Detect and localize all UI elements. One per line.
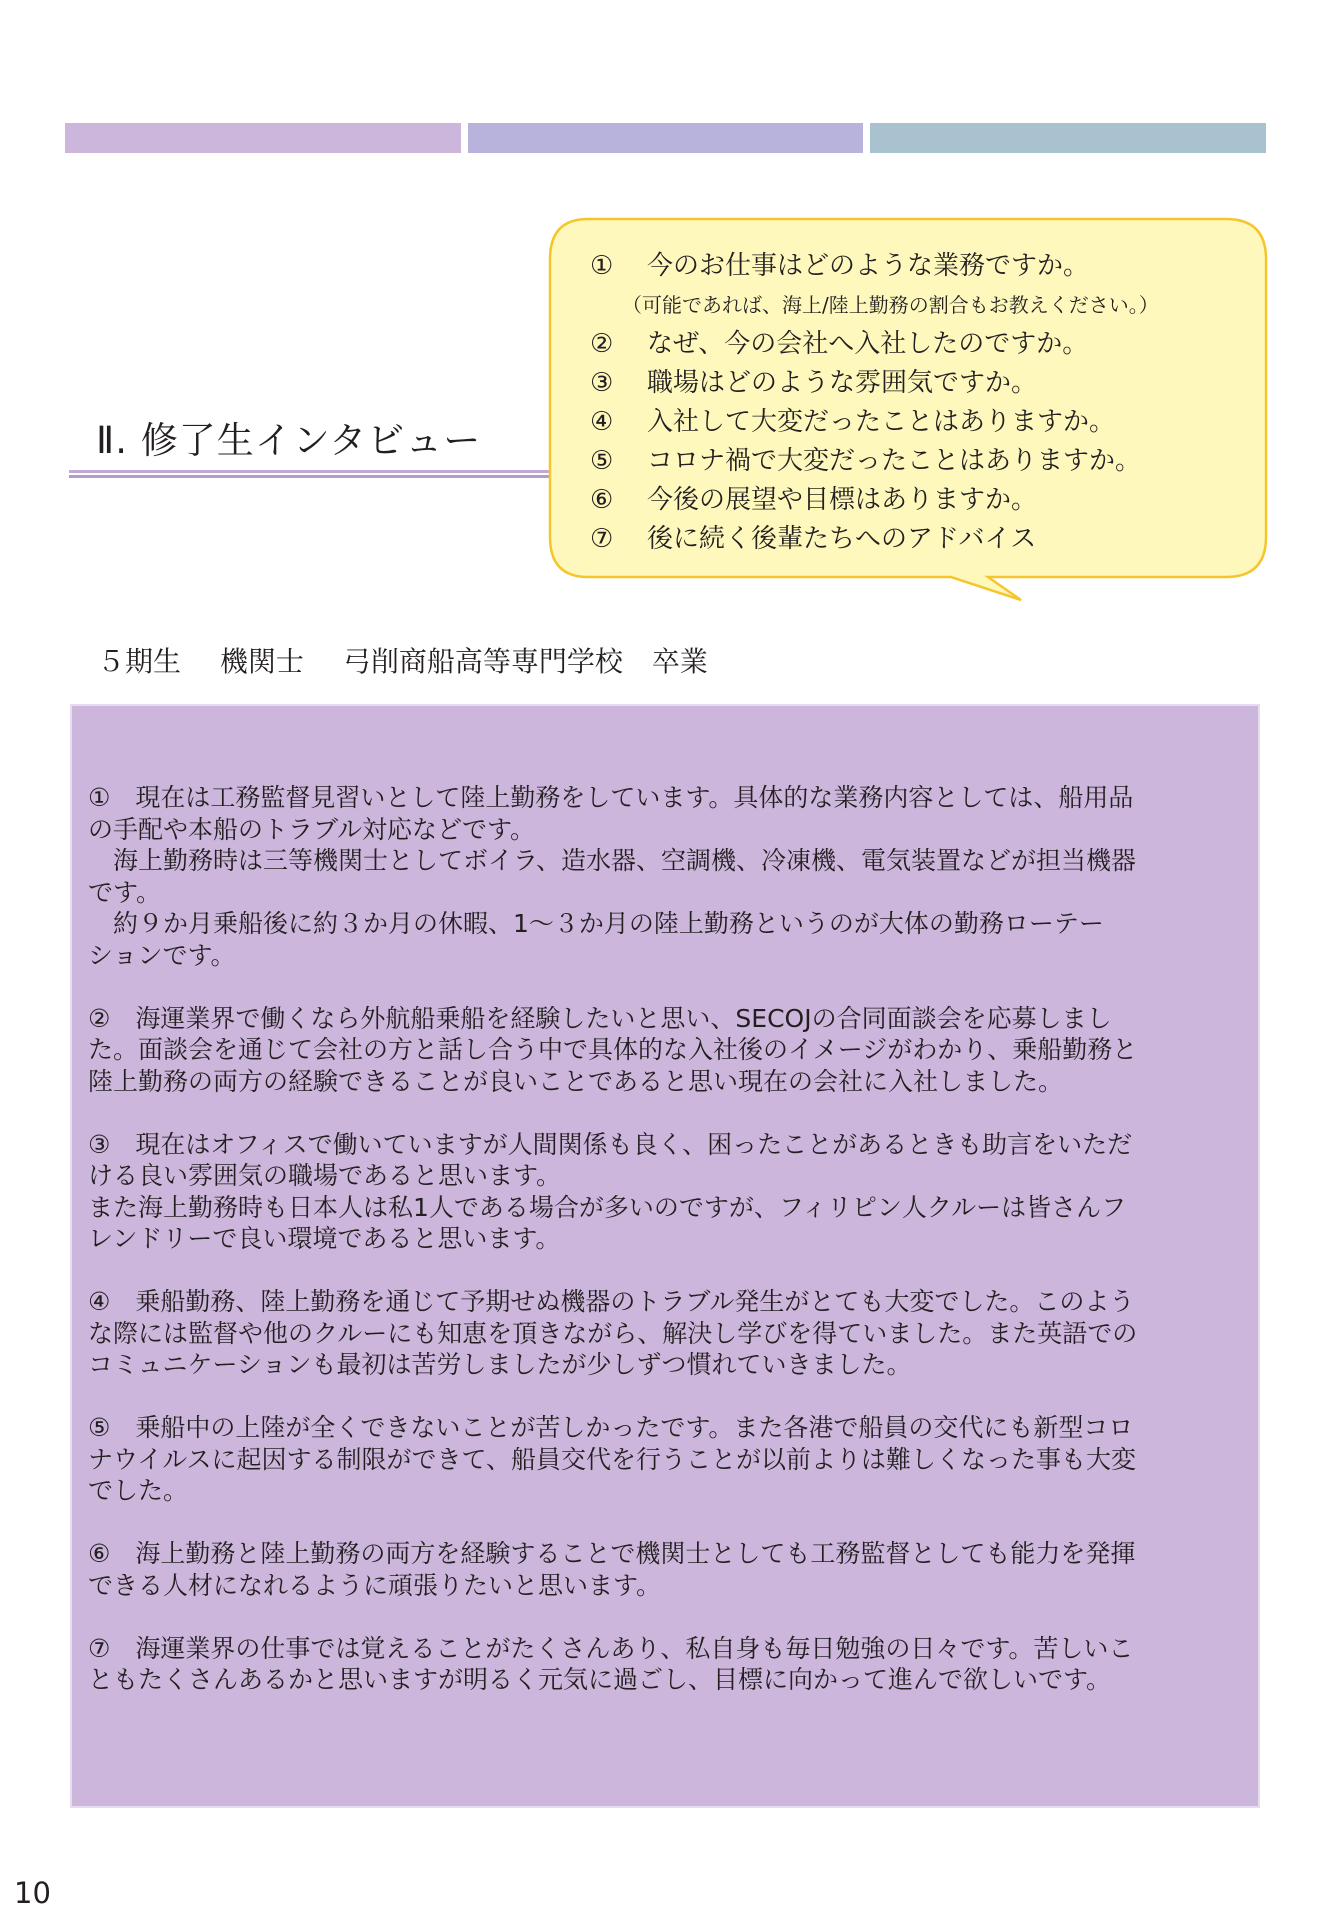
question-text: コロナ禍で大変だったことはありますか。	[647, 446, 1142, 476]
section-title: Ⅱ. 修了生インタビュー	[96, 419, 482, 462]
answer-1	[88, 782, 1228, 971]
answer-2	[88, 1003, 1228, 1098]
answer-3	[88, 1129, 1228, 1255]
answer-line: ともたくさんあるかと思いますが明るく元気に過ごし、目標に向かって進んで欲しいです。	[88, 1665, 1112, 1694]
header-bar-right	[870, 123, 1266, 153]
question-item	[590, 364, 1159, 403]
answer-line: ③ 現在はオフィスで働いていますが人間関係も良く、困ったことがあるときも助言をいただ	[88, 1129, 1133, 1159]
answer-line: です。	[88, 877, 162, 907]
question-number: ①	[590, 251, 614, 281]
answer-line: ② 海運業界で働くなら外航船乗船を経験したいと思い、SECOJの合同面談会を応募しまし	[88, 1003, 1112, 1033]
graduate-status: 卒業	[651, 645, 708, 678]
answer-line: できる人材になれるように頑張りたいと思います。	[88, 1570, 662, 1600]
header-bar-left	[65, 123, 461, 153]
question-item	[590, 247, 1159, 286]
answer-line: ⑥ 海上勤務と陸上勤務の両方を経験することで機関士としても工務監督としても能力を発揮	[88, 1539, 1136, 1568]
question-number: ③	[590, 368, 614, 398]
question-number: ⑥	[590, 485, 614, 515]
answer-line: な際には監督や他のクルーにも知恵を頂きながら、解決し学びを得ていました。また英語での	[88, 1318, 1138, 1348]
question-text: 今のお仕事はどのような業務ですか。	[647, 251, 1090, 281]
question-item	[590, 442, 1159, 481]
question-text: 今後の展望や目標はありますか。	[647, 485, 1038, 515]
answer-line: また海上勤務時も日本人は私1人である場合が多いのですが、フィリピン人クルーは皆さんフ	[88, 1192, 1127, 1222]
answer-line: 陸上勤務の両方の経験できることが良いことであると思い現在の会社に入社しました。	[88, 1066, 1064, 1096]
answer-7	[88, 1633, 1228, 1696]
answer-line: ションです。	[88, 940, 236, 970]
question-number: ④	[590, 407, 614, 437]
question-item	[590, 403, 1159, 442]
graduate-school: 弓削商船高等専門学校	[342, 645, 623, 678]
answer-6	[88, 1538, 1228, 1601]
answer-line: レンドリーで良い環境であると思います。	[88, 1224, 561, 1253]
question-text: 入社して大変だったことはありますか。	[647, 407, 1116, 437]
question-item	[590, 325, 1159, 364]
question-item	[590, 481, 1159, 520]
question-number: ⑤	[590, 446, 614, 476]
answer-line: コミュニケーションも最初は苦労しましたが少しずつ慣れていきました。	[88, 1350, 912, 1379]
question-text: 後に続く後輩たちへのアドバイス	[647, 524, 1037, 554]
question-item	[590, 520, 1159, 559]
graduate-role: 機関士	[219, 645, 304, 678]
answer-list	[88, 782, 1228, 1727]
header-bar-middle	[468, 123, 863, 153]
answer-line: でした。	[88, 1476, 189, 1505]
answer-4	[88, 1286, 1228, 1381]
answer-line: ⑤ 乗船中の上陸が全くできないことが苦しかったです。また各港で船員の交代にも新型コロ	[88, 1413, 1134, 1442]
graduate-info	[97, 640, 708, 680]
answer-line: ① 現在は工務監督見習いとして陸上勤務をしています。具体的な業務内容としては、船用品	[88, 783, 1134, 812]
question-list	[590, 247, 1159, 559]
question-note: （可能であれば、海上/陸上勤務の割合もお教えください。）	[622, 293, 1159, 317]
question-number: ②	[590, 329, 614, 359]
question-text: 職場はどのような雰囲気ですか。	[647, 368, 1038, 398]
answer-line: た。面談会を通じて会社の方と話し合う中で具体的な入社後のイメージがわかり、乗船勤務と	[88, 1035, 1138, 1064]
answer-line: ⑦ 海運業界の仕事では覚えることがたくさんあり、私自身も毎日勉強の日々です。苦しいこ	[88, 1633, 1134, 1663]
graduate-term: ５期生	[97, 645, 182, 678]
answer-line: ける良い雰囲気の職場であると思います。	[88, 1161, 562, 1190]
answer-line: ④ 乗船勤務、陸上勤務を通じて予期せぬ機器のトラブル発生がとても大変でした。このよう	[88, 1287, 1135, 1316]
question-text: なぜ、今の会社へ入社したのですか。	[647, 329, 1089, 359]
answer-line: 約９か月乗船後に約３か月の休暇、1～３か月の陸上勤務というのが大体の勤務ローテー	[88, 909, 1104, 938]
answer-line: 海上勤務時は三等機関士としてボイラ、造水器、空調機、冷凍機、電気装置などが担当機器	[88, 846, 1137, 875]
answer-line: の手配や本船のトラブル対応などです。	[88, 814, 536, 844]
answer-line: ナウイルスに起因する制限ができて、船員交代を行うことが以前よりは難しくなった事も大変	[88, 1444, 1137, 1474]
question-number: ⑦	[590, 524, 614, 554]
page-number: 10	[14, 1876, 51, 1910]
answer-5	[88, 1412, 1228, 1507]
title-underline	[69, 470, 557, 478]
